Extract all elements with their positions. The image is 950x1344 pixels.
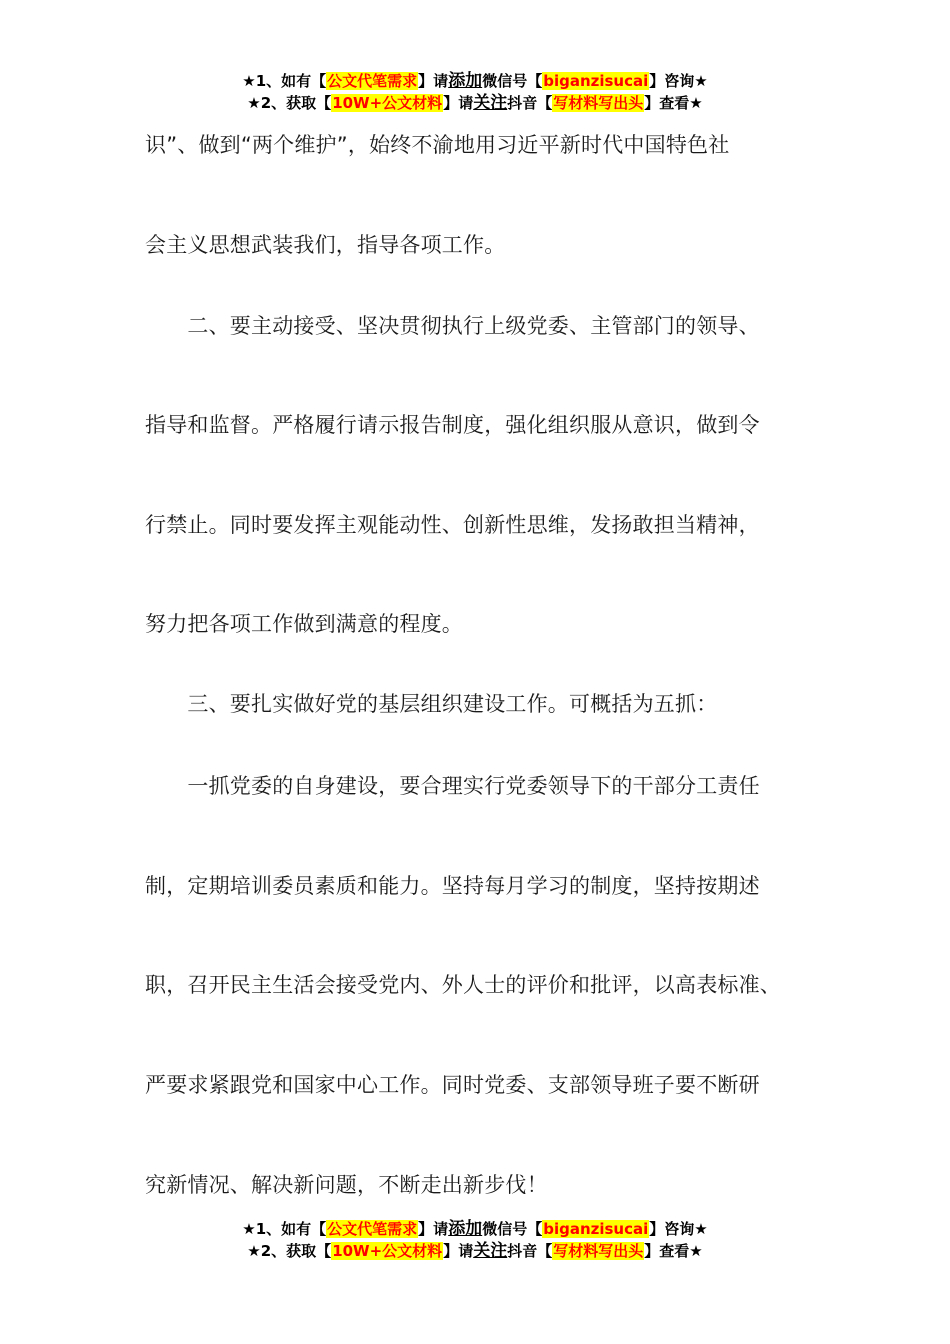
banner-text: ★1、如有【 [242,72,327,90]
banner-text: 】查看★ [644,94,703,112]
banner-text: 】咨询★ [649,1220,708,1238]
banner-text: 微信号【 [482,1220,543,1238]
header-banner-line-1 [0,70,950,92]
body-line: 会主义思想武装我们，指导各项工作。 [145,233,506,257]
banner-highlight: 公文代笔需求 [327,1220,418,1238]
banner-text: 】查看★ [644,1242,703,1260]
banner-text: ★1、如有【 [242,1220,327,1238]
body-line: 究新情况、解决新问题，不断走出新步伐！ [145,1173,548,1197]
footer-banner-line-1 [0,1218,950,1240]
banner-text: 】请 [443,94,474,112]
body-line: 识”、做到“两个维护”，始终不渝地用习近平新时代中国特色社 [145,133,730,157]
body-line: 严要求紧跟党和国家中心工作。同时党委、支部领导班子要不断研 [145,1073,760,1097]
banner-text: 】咨询★ [649,72,708,90]
banner-wechat-id: biganzisucai [543,1220,649,1238]
banner-text: ★2、获取【 [247,1242,332,1260]
banner-emphasis: 添加 [448,71,483,91]
body-line: 行禁止。同时要发挥主观能动性、创新性思维，发扬敢担当精神， [145,513,760,537]
header-banner-line-2 [0,92,950,114]
banner-text: 】请 [418,72,449,90]
body-line: 制，定期培训委员素质和能力。坚持每月学习的制度，坚持按期述 [145,874,760,898]
banner-emphasis: 添加 [448,1219,483,1239]
banner-wechat-id: biganzisucai [543,72,649,90]
banner-emphasis: 关注 [473,93,508,113]
banner-douyin-id: 写材料写出头 [553,94,644,112]
body-line: 努力把各项工作做到满意的程度。 [145,612,463,636]
body-line: 二、要主动接受、坚决贯彻执行上级党委、主管部门的领导、 [145,314,760,338]
banner-text: ★2、获取【 [247,94,332,112]
banner-highlight: 公文代笔需求 [327,72,418,90]
body-line: 职，召开民主生活会接受党内、外人士的评价和批评，以高表标准、 [145,973,781,997]
banner-text: 】请 [418,1220,449,1238]
footer-banner [0,1218,950,1262]
body-line: 三、要扎实做好党的基层组织建设工作。可概括为五抓： [145,692,718,716]
banner-douyin-id: 写材料写出头 [553,1242,644,1260]
banner-highlight: 10W+公文材料 [332,94,443,112]
header-banner [0,70,950,114]
banner-highlight: 10W+公文材料 [332,1242,443,1260]
footer-banner-line-2 [0,1240,950,1262]
banner-emphasis: 关注 [473,1241,508,1261]
body-line: 指导和监督。严格履行请示报告制度，强化组织服从意识，做到令 [145,413,760,437]
banner-text: 抖音【 [507,1242,553,1260]
banner-text: 】请 [443,1242,474,1260]
banner-text: 抖音【 [507,94,553,112]
body-line: 一抓党委的自身建设，要合理实行党委领导下的干部分工责任 [145,774,760,798]
banner-text: 微信号【 [482,72,543,90]
